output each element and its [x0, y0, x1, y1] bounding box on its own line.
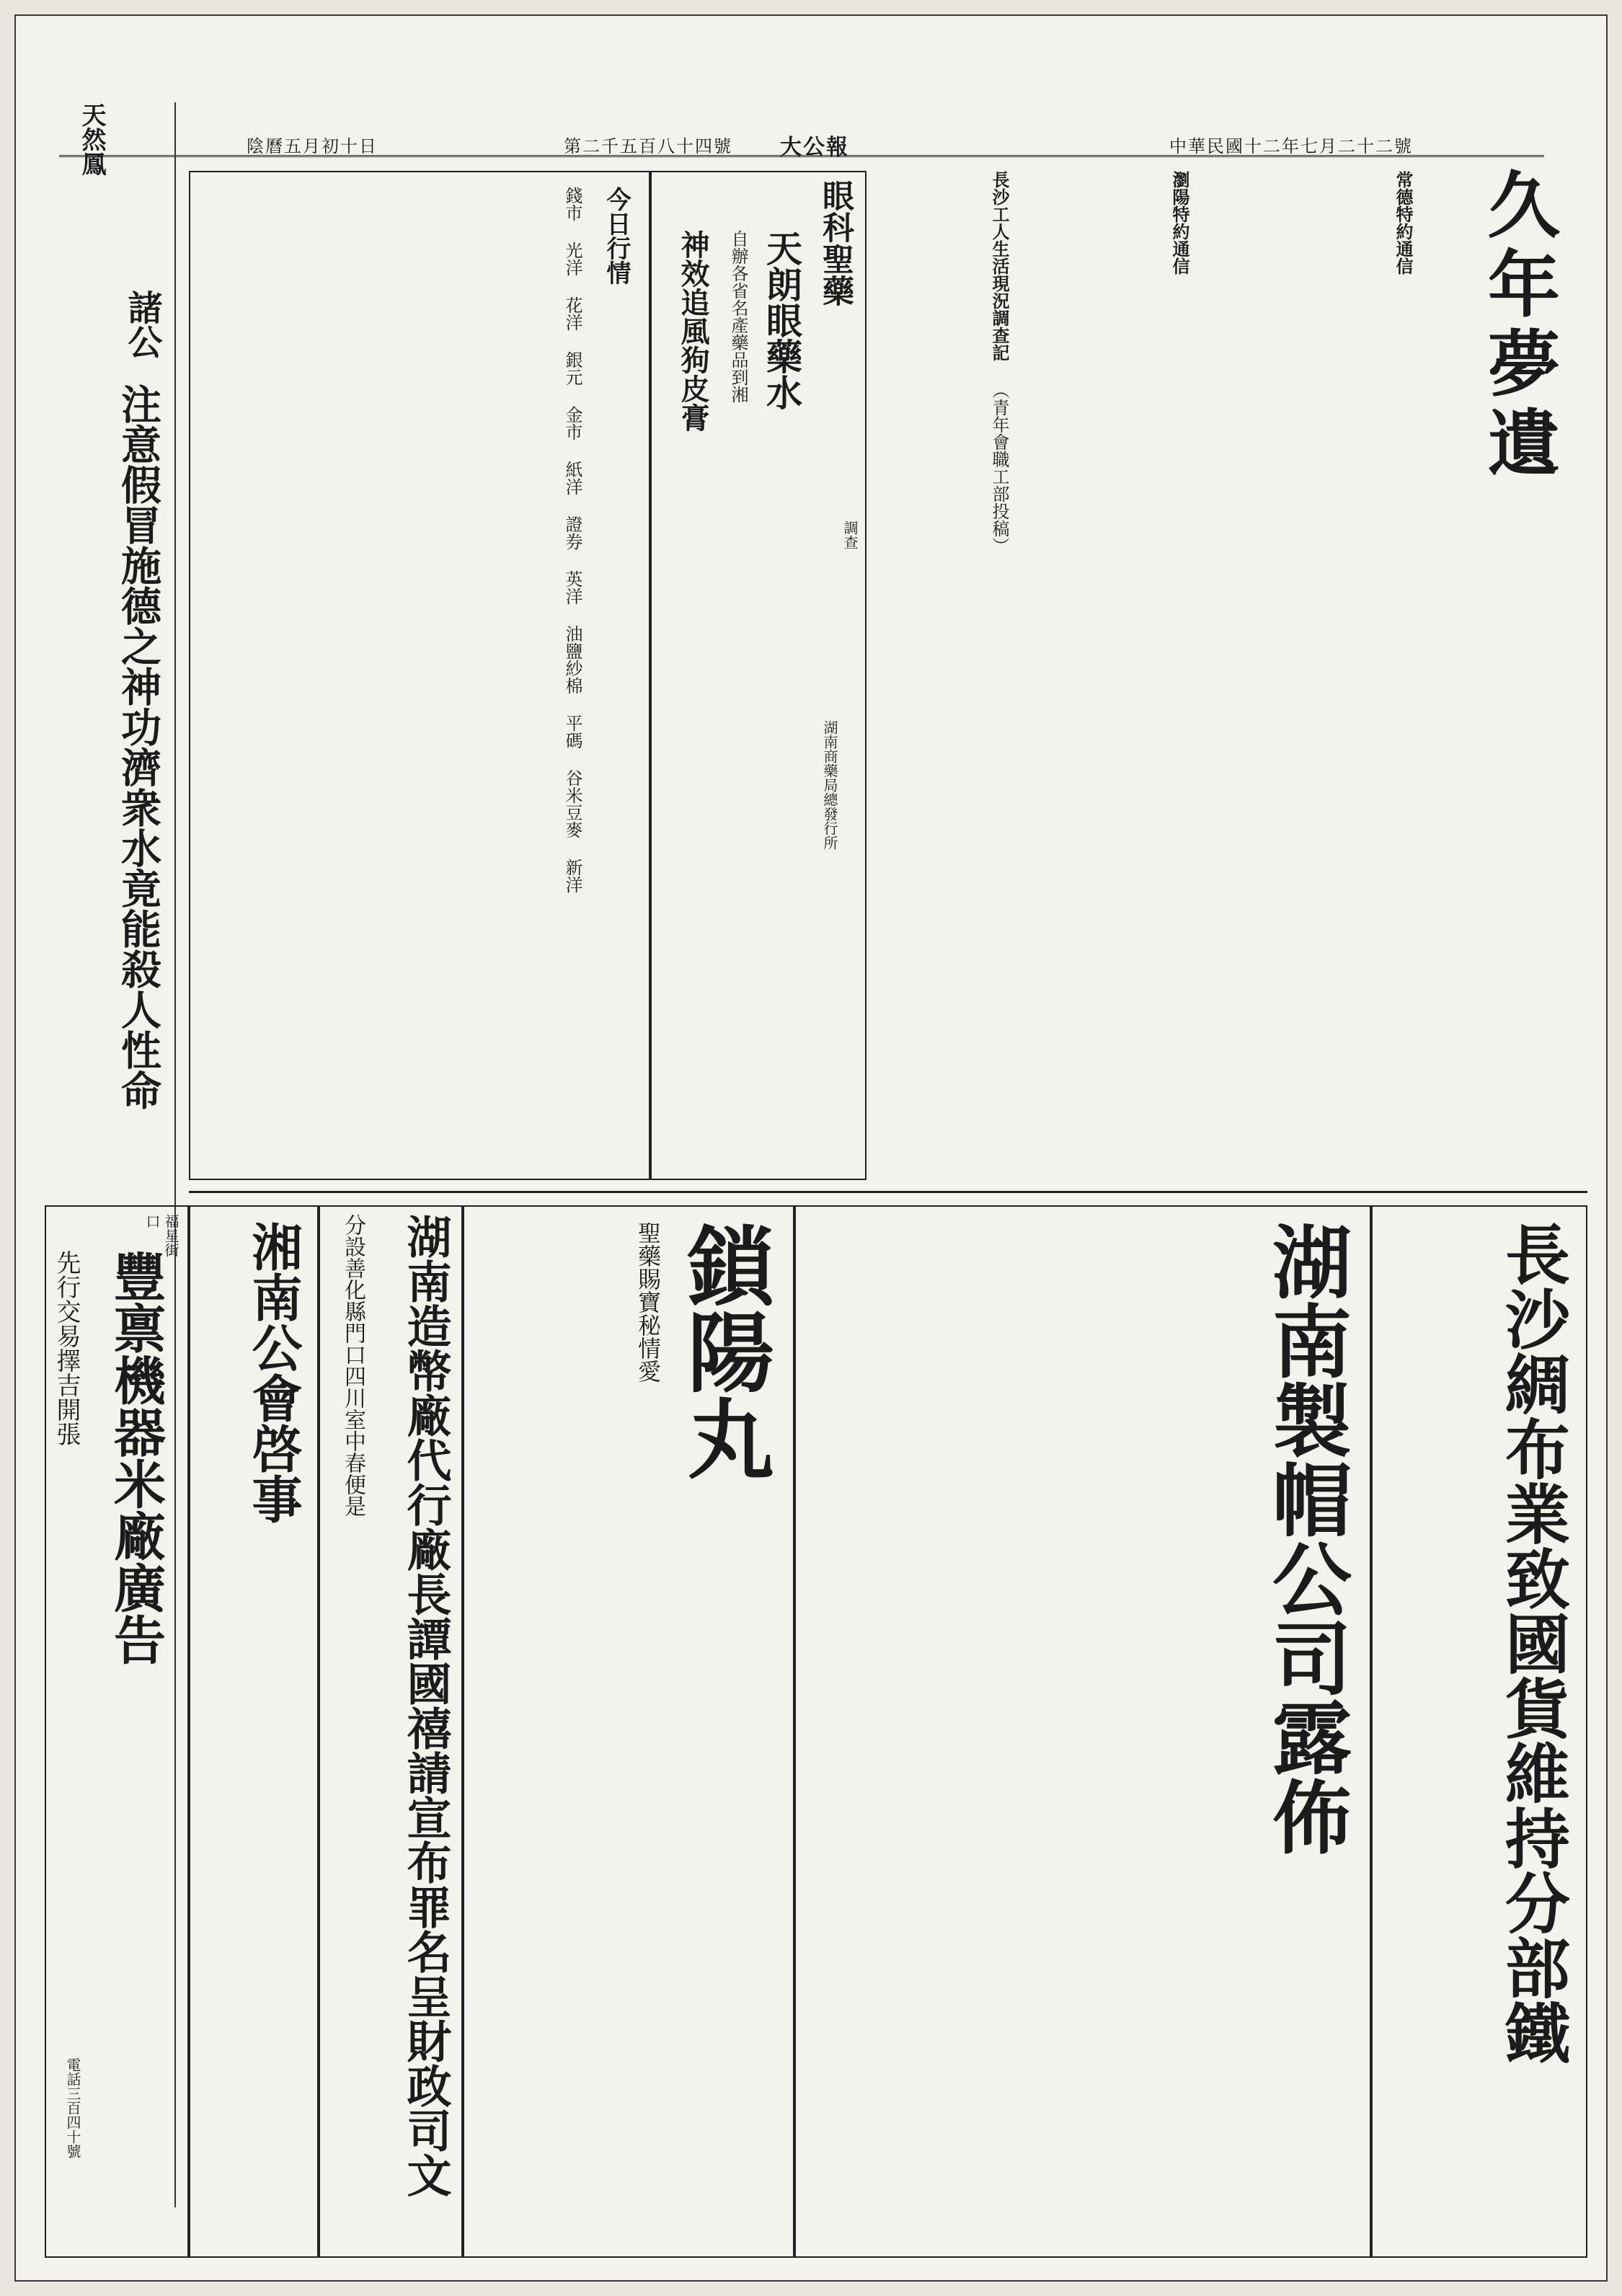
mint-title: 湖南造幣廠代行廠長譚國禧請宣布罪名呈財政司文 [399, 1214, 452, 2197]
pill-subtitle: 聖藥賜寶秘情愛 [634, 1221, 662, 1383]
strip-title: 諸公 [122, 290, 162, 359]
market-items [209, 187, 584, 1160]
mint-subtitle: 分設善化縣門口四川室中春便是 [340, 1214, 365, 1517]
pill-ad [463, 1205, 794, 2258]
section-divider [189, 1191, 1587, 1193]
lead-headline: 久年夢遺 [1476, 167, 1561, 484]
market-section: 油鹽紗棉 [562, 625, 582, 694]
market-section: 金市 [562, 406, 582, 440]
market-report [189, 171, 650, 1180]
strip-corner: 天然鳳 [77, 102, 106, 176]
machine-side: 先行交易擇吉開張 [52, 1250, 81, 1446]
machine-ad [45, 1205, 189, 2258]
market-item: 紙洋 [562, 461, 582, 495]
medicine-brand: 眼科聖藥 [817, 179, 854, 306]
assembly-title: 湘南公會啓事 [244, 1221, 303, 1524]
issue-number: 第二千五百八十四號 [564, 136, 732, 156]
lead-column-3 [867, 171, 1011, 1202]
market-item: 平碼 [562, 714, 582, 749]
machine-address: 福星街口 [143, 1214, 180, 1257]
hat-company-title: 湖南製帽公司露佈 [1259, 1221, 1352, 1856]
silk-company-title: 長沙綢布業致國貨維持分部鐵 [1494, 1221, 1570, 2065]
market-item: 光洋 [562, 241, 582, 276]
market-item: 新洋 [562, 859, 582, 893]
assembly-notice [189, 1205, 319, 2258]
machine-phone: 電話三百四十號 [64, 2057, 81, 2158]
medicine-maker: 湖南商藥局總發行所 [821, 720, 838, 850]
subhead-labor: 長沙工人生活現況調查記 [989, 171, 1010, 361]
hat-company-ad [794, 1205, 1371, 2258]
market-title: 今日行情 [602, 187, 631, 285]
section-tag: 調查 [841, 520, 859, 549]
market-item: 銀元 [562, 351, 582, 386]
lead-column-1 [1198, 171, 1414, 1202]
masthead-row [59, 128, 1544, 160]
lunar-date: 陰曆五月初十日 [247, 136, 378, 156]
byline: （青年會職工部投稿） [989, 381, 1009, 554]
market-section: 谷米豆麥 [562, 769, 582, 838]
newspaper-page [14, 14, 1608, 2282]
market-item: 花洋 [562, 296, 582, 331]
market-section: 錢市 [562, 187, 582, 221]
medicine-claim: 自辦各省名產藥品到湘 [728, 230, 748, 403]
market-section: 證券 [562, 515, 582, 550]
market-item: 英洋 [562, 570, 582, 605]
eye-drop-product: 天朗眼藥水 [761, 230, 803, 410]
mint-notice [319, 1205, 463, 2258]
lead-column-2 [1018, 171, 1191, 1202]
strip-headline: 注意假冒施德之神功濟衆水竟能殺人性命 [115, 384, 162, 1110]
paper-name: 大公報 [780, 135, 849, 160]
machine-title: 豐禀機器米廠廣告 [105, 1250, 167, 1665]
pill-title: 鎖陽丸 [673, 1221, 775, 1481]
silk-company-ad [1371, 1205, 1587, 2258]
subhead-liuyang: 瀏陽特約通信 [1169, 171, 1190, 275]
remedy-title: 神效追風狗皮膏 [676, 230, 710, 432]
left-date: 中華民國十二年七月二十二號 [1169, 136, 1413, 156]
subhead-changde: 常德特約通信 [1393, 171, 1414, 275]
medicine-ad [650, 171, 867, 1180]
